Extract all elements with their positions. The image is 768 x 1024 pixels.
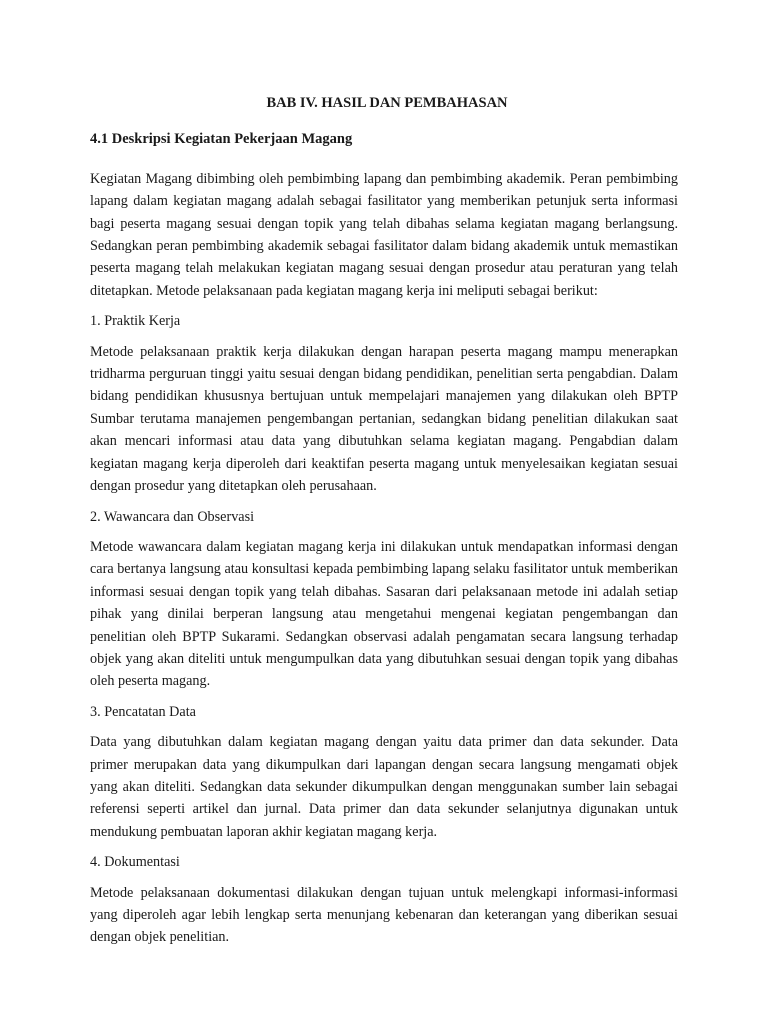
item-paragraph-pencatatan-data: Data yang dibutuhkan dalam kegiatan magang dengan yaitu data primer dan data sekunder. Data primer merupakan data yang dikumpulkan dari lapangan dengan secara langsung mengamati objek yang akan diteliti. Sedangkan data sekunder dikumpulkan dengan menggunakan sumber lain sebagai referensi seperti artikel dan jurnal. Data primer dan data sekunder selanjutnya digunakan untuk mendukung pembuatan laporan akhir kegiatan magang kerja.: [90, 734, 678, 840]
item-heading-wawancara-observasi: 2. Wawancara dan Observasi: [90, 508, 255, 525]
chapter-title: BAB IV. HASIL DAN PEMBAHASAN: [266, 95, 508, 111]
item-heading-pencatatan-data: 3. Pencatatan Data: [90, 703, 196, 720]
section-title: 4.1 Deskripsi Kegiatan Pekerjaan Magang: [90, 131, 353, 148]
document-body: [90, 92, 678, 957]
item-paragraph-praktik-kerja: Metode pelaksanaan praktik kerja dilakukan dengan harapan peserta magang mampu menerapkan tridharma perguruan tinggi yaitu sesuai dengan bidang pendidikan, penelitian serta pengabdian. Dalam bidang pendidikan khususnya bertujuan untuk mempelajari manajemen yang dilakukan oleh BPTP Sumbar terutama manajemen pengembangan pertanian, sedangkan bidang penelitian dilakukan saat akan mencari informasi atau data yang dibutuhkan selama kegiatan magang. Pengabdian dalam kegiatan magang kerja diperoleh dari keaktifan peserta magang untuk menyelesaikan kegiatan sesuai dengan prosedur yang ditetapkan oleh perusahaan.: [90, 343, 678, 495]
intro-paragraph: Kegiatan Magang dibimbing oleh pembimbing lapang dan pembimbing akademik. Peran pembimbing lapang dalam kegiatan magang adalah sebagai fasilitator yang memberikan petunjuk serta informasi bagi peserta magang sesuai dengan topik yang telah dibahas selama kegiatan magang berlangsung. Sedangkan peran pembimbing akademik sebagai fasilitator dalam bidang akademik untuk memastikan peserta magang telah melakukan kegiatan magang sesuai dengan prosedur atau peraturan yang telah ditetapkan. Metode pelaksanaan pada kegiatan magang kerja ini meliputi sebagai berikut:: [90, 170, 678, 299]
item-heading-praktik-kerja: 1. Praktik Kerja: [90, 313, 181, 330]
item-paragraph-dokumentasi: Metode pelaksanaan dokumentasi dilakukan dengan tujuan untuk melengkapi informasi-informasi yang diperoleh agar lebih lengkap serta menunjang kebenaran dan keterangan yang diberikan sesuai dengan objek penelitian.: [90, 884, 678, 946]
item-heading-dokumentasi: 4. Dokumentasi: [90, 854, 180, 871]
item-paragraph-wawancara-observasi: Metode wawancara dalam kegiatan magang kerja ini dilakukan untuk mendapatkan informasi dengan cara bertanya langsung atau konsultasi kepada pembimbing lapang selaku fasilitator untuk memberikan informasi sesuai dengan topik yang telah dibahas. Sasaran dari pelaksanaan metode ini adalah setiap pihak yang dinilai berperan langsung atau mengetahui mengenai kegiatan pengembangan dan penelitian oleh BPTP Sukarami. Sedangkan observasi adalah pengamatan secara langsung terhadap objek yang akan diteliti untuk mengumpulkan data yang dibutuhkan sesuai dengan topik yang dibahas oleh peserta magang.: [90, 538, 678, 690]
